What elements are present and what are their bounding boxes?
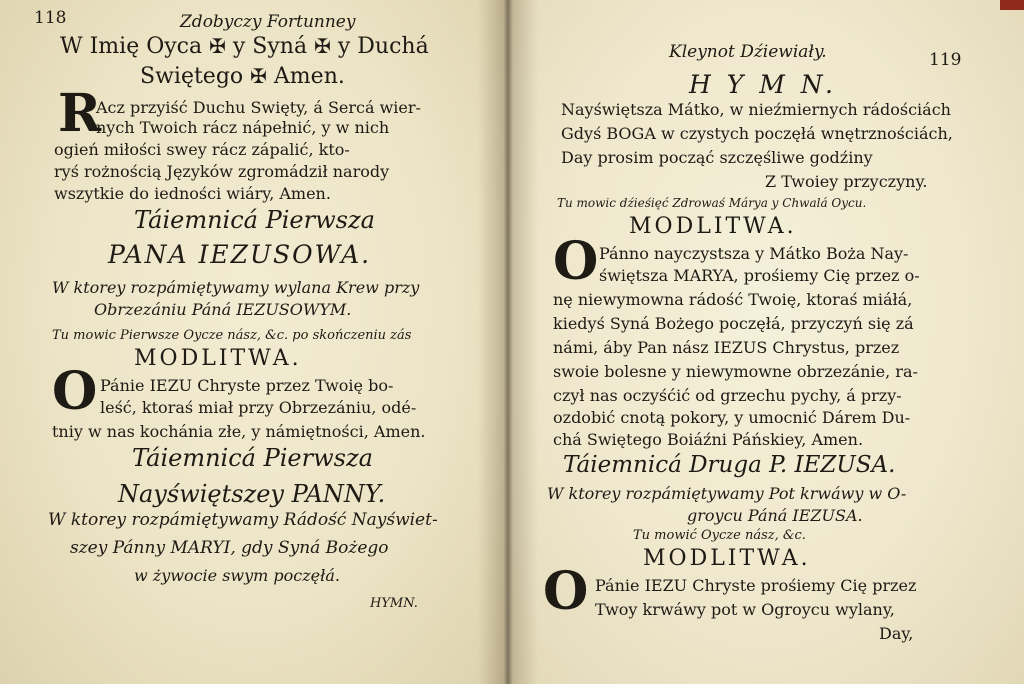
contemplation-line: w żywocie swym poczęłá. [134,566,340,585]
left-page-number: 118 [34,8,67,28]
prayer-line: ryś rożnością Języków zgromádził narody [54,162,390,181]
invocation-text-a: W Imię Oyca [60,34,203,59]
prayer-line: Twoy krwáwy pot w Ogroycu wylany, [595,600,895,619]
catchword: HYMN. [370,596,418,611]
prayer-line: tniy w nas kochánia złe, y námiętności, Amen. [52,422,426,441]
contemplation-line: szey Pánny MARYI, gdy Syná Bożego [70,538,389,558]
left-running-head: Zdobyczy Fortunney [180,12,356,32]
book-gutter [478,0,538,684]
invocation-text-e: Amen. [273,64,345,89]
mystery-heading: Táiemnicá Druga P. IEZUSA. [563,452,896,478]
mystery-subheading: Nayświętszey PANNY. [118,480,386,508]
prayer-line: námi, áby Pan nász IEZUS Chrystus, przez [553,338,900,357]
invocation-line-1 [60,34,429,59]
hymn-line: Nayświętsza Mátko, w nieźmiernych rádościách [561,100,951,119]
prayer-line: ozdobić cnotą pokory, y umocnić Dárem Du- [553,408,911,427]
cross-icon: ✠ [314,34,331,58]
drop-cap: O [52,361,98,422]
prayer-line: Pánie IEZU Chryste przez Twoię bo- [100,376,394,395]
prayer-line: świętsza MARYA, prośiemy Cię przez o- [599,266,920,285]
instruction-line: Tu mowic dźieśięć Zdrowaś Márya y Chwalá Oycu. [557,196,867,210]
prayer-line: nę niewymowna rádość Twoię, ktoraś miáłá, [553,290,913,309]
prayer-line: ogień miłości swey rácz zápalić, kto- [54,140,350,159]
invocation-line-2 [140,64,345,89]
modlitwa-heading: MODLITWA. [629,214,797,239]
contemplation-line: Obrzezániu Páná IEZUSOWYM. [94,300,352,319]
prayer-line: kiedyś Syná Bożego poczęłá, przyczyń się zá [553,314,914,333]
right-page-number: 119 [929,50,962,70]
prayer-line: swoie bolesne y niewymowne obrzezánie, ra- [553,362,918,381]
drop-cap: O [553,231,599,292]
drop-cap: R [58,83,102,144]
contemplation-line: W ktorey rozpámiętywamy Pot krwáwy w O- [547,484,907,503]
prayer-line: czył nas oczyśćić od grzechu pychy, á przy- [553,386,902,405]
contemplation-line: W ktorey rozpámiętywamy wylana Krew przy [52,278,420,297]
instruction-line: Tu mowić Oycze nász, &c. [633,528,806,543]
prayer-line: Pánie IEZU Chryste prośiemy Cię przez [595,576,917,595]
mystery-heading: Táiemnicá Pierwsza [132,444,373,472]
prayer-line: wszytkie do iedności wiáry, Amen. [54,184,331,203]
hymn-line: Day prosim począć szczęśliwe godźiny [561,148,873,167]
catchword: Day, [879,624,914,643]
modlitwa-heading: MODLITWA. [134,346,302,371]
mystery-heading: Táiemnicá Pierwsza [134,206,375,234]
invocation-text-d: Swiętego [140,64,244,89]
drop-cap: O [543,561,589,622]
prayer-line: leść, ktoraś miał przy Obrzezániu, odé- [100,398,417,417]
cross-icon: ✠ [209,34,226,58]
cross-icon: ✠ [250,64,267,88]
modlitwa-heading: MODLITWA. [643,546,811,571]
invocation-text-c: y Duchá [337,34,429,59]
contemplation-line: groycu Páná IEZUSA. [687,506,863,525]
right-page [503,0,1024,684]
hymn-line: Gdyś BOGA w czystych poczęłá wnętrznościách, [561,124,953,143]
prayer-line: Acz przyiść Duchu Swięty, á Sercá wier- [96,98,421,117]
contemplation-line: W ktorey rozpámiętywamy Rádość Nayświet- [48,510,438,530]
prayer-line: Pánno nayczystsza y Mátko Boża Nay- [599,244,909,263]
cover-edge [1000,0,1024,10]
right-running-head: Kleynot Dźiewiały. [669,42,827,62]
invocation-text-b: y Syná [232,34,308,59]
left-page [0,0,503,684]
prayer-line: nych Twoich rácz nápełnić, y w nich [96,118,390,137]
mystery-subheading: PANA IEZUSOWA. [108,240,372,269]
instruction-line: Tu mowic Pierwsze Oycze nász, &c. po skończeniu zás [52,328,412,343]
hymn-title: H Y M N. [689,70,837,99]
prayer-line: chá Swiętego Boiáźni Páńskiey, Amen. [553,430,864,449]
hymn-line: Z Twoiey przyczyny. [765,172,928,191]
